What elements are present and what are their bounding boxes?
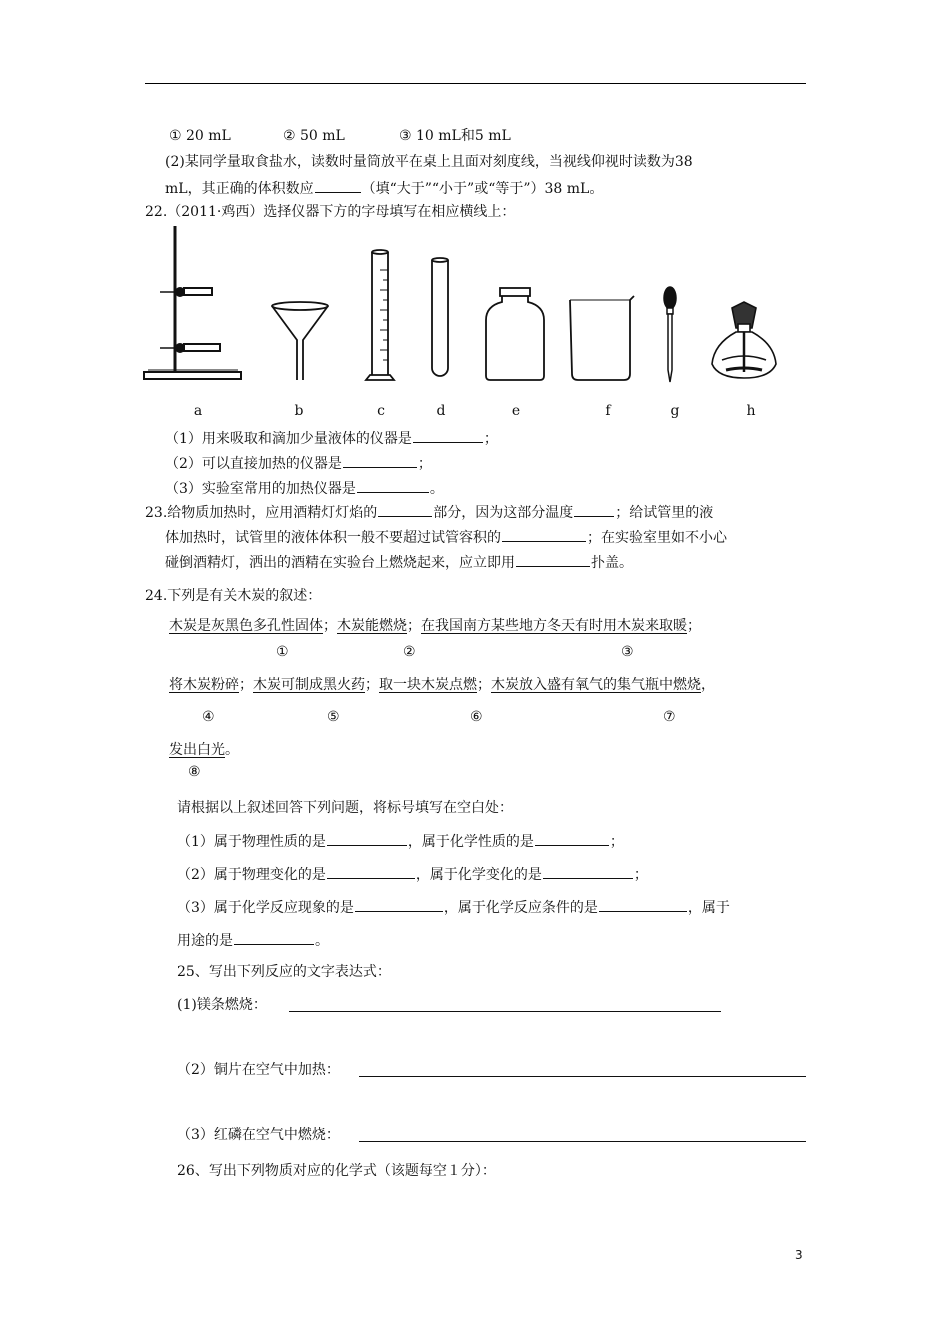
q24-text: ，属于 <box>687 900 730 916</box>
q22-text: （3）实验室常用的加热仪器是 <box>165 481 356 497</box>
q23-text: 部分，因为这部分温度 <box>433 505 574 521</box>
statement-8: 发出白光 <box>169 742 225 758</box>
separator: ； <box>323 618 337 634</box>
alcohol-lamp-icon <box>712 302 776 378</box>
marker-2: ② <box>403 644 416 660</box>
test-tube-icon <box>432 258 448 376</box>
q21-option-1: ① 20 mL <box>169 128 231 144</box>
answer-blank[interactable] <box>413 428 483 443</box>
q22-sub3 <box>165 478 444 498</box>
q24-statements-row3 <box>169 741 239 759</box>
label-a: a <box>193 403 203 419</box>
answer-line-1[interactable] <box>289 1011 721 1012</box>
q24-text: 用途的是 <box>177 933 233 949</box>
q24-part3 <box>177 897 730 917</box>
q24-part1 <box>177 831 624 851</box>
answer-blank[interactable] <box>315 178 361 193</box>
marker-6: ⑥ <box>470 709 483 725</box>
q25-title: 25、写出下列反应的文字表达式： <box>177 964 391 980</box>
separator: ； <box>365 677 379 693</box>
q21-option-2: ② 50 mL <box>283 128 345 144</box>
apparatus-illustration <box>140 220 780 390</box>
q23-text: 23.给物质加热时，应用酒精灯灯焰的 <box>145 505 378 521</box>
iron-stand-icon <box>144 226 241 379</box>
q22-text: ； <box>417 456 432 472</box>
separator: ， <box>701 677 715 693</box>
q24-text: ，属于化学反应条件的是 <box>443 900 598 916</box>
marker-3: ③ <box>621 644 634 660</box>
answer-blank[interactable] <box>378 502 432 517</box>
statement-1: 木炭是灰黑色多孔性固体 <box>169 618 323 634</box>
q23-text: ；在实验室里如不小心 <box>587 530 727 546</box>
q23-line2 <box>165 527 727 547</box>
q22-title: 22.（2011·鸡西）选择仪器下方的字母填写在相应横线上： <box>145 204 516 220</box>
separator: ； <box>239 677 253 693</box>
q23-text: 碰倒酒精灯，洒出的酒精在实验台上燃烧起来，应立即用 <box>165 555 515 571</box>
answer-blank[interactable] <box>574 502 614 517</box>
q25-reaction-2-label: （2）铜片在空气中加热： <box>177 1062 340 1078</box>
q21-text: （填“大于”“小于”或“等于”）38 mL。 <box>361 181 604 197</box>
q24-statements-row1 <box>169 617 701 635</box>
q24-text: 。 <box>315 933 329 949</box>
dropper-icon <box>664 287 676 382</box>
answer-blank[interactable] <box>543 864 633 879</box>
answer-line-2[interactable] <box>359 1076 806 1077</box>
separator: ； <box>407 618 421 634</box>
label-f: f <box>605 403 611 419</box>
answer-blank[interactable] <box>357 478 429 493</box>
label-c: c <box>377 403 385 419</box>
q25-reaction-1-label: (1)镁条燃烧： <box>177 997 267 1013</box>
marker-1: ① <box>276 644 289 660</box>
q24-text: ； <box>609 834 624 850</box>
funnel-icon <box>272 302 328 380</box>
q24-title: 24.下列是有关木炭的叙述： <box>145 588 322 604</box>
label-g: g <box>670 403 680 419</box>
separator: ； <box>477 677 491 693</box>
label-e: e <box>511 403 521 419</box>
q24-part2 <box>177 864 648 884</box>
q25-reaction-3-label: （3）红磷在空气中燃烧： <box>177 1127 340 1143</box>
q26-title: 26、写出下列物质对应的化学式（该题每空１分）： <box>177 1163 496 1179</box>
answer-blank[interactable] <box>327 864 415 879</box>
answer-blank[interactable] <box>327 831 407 846</box>
marker-4: ④ <box>202 709 215 725</box>
q23-text: 扑盖。 <box>591 555 633 571</box>
answer-blank[interactable] <box>234 930 314 945</box>
q21-text: mL，其正确的体积数应 <box>165 181 314 197</box>
statement-2: 木炭能燃烧 <box>337 618 407 634</box>
marker-8: ⑧ <box>188 764 201 780</box>
q24-text: （1）属于物理性质的是 <box>177 834 326 850</box>
q22-sub2 <box>165 453 432 473</box>
q22-text: （1）用来吸取和滴加少量液体的仪器是 <box>165 431 412 447</box>
q24-text: ，属于化学性质的是 <box>407 834 534 850</box>
q21-part2-line2 <box>165 178 603 198</box>
q22-text: ； <box>483 431 498 447</box>
q22-text: 。 <box>429 481 444 497</box>
reagent-bottle-icon <box>486 288 544 380</box>
graduated-cylinder-icon <box>366 250 394 380</box>
answer-blank[interactable] <box>599 897 687 912</box>
header-rule <box>145 83 806 84</box>
q21-option-3: ③ 10 mL和5 mL <box>399 128 511 144</box>
q24-text: ，属于化学变化的是 <box>415 867 542 883</box>
q23-text: 体加热时，试管里的液体体积一般不要超过试管容积的 <box>165 530 501 546</box>
q24-text: ； <box>633 867 648 883</box>
separator: ； <box>687 618 701 634</box>
q24-text: （3）属于化学反应现象的是 <box>177 900 354 916</box>
answer-blank[interactable] <box>355 897 443 912</box>
q24-part4 <box>177 930 329 950</box>
separator: 。 <box>225 742 239 758</box>
answer-blank[interactable] <box>535 831 609 846</box>
q24-instruction: 请根据以上叙述回答下列问题，将标号填写在空白处： <box>177 800 513 816</box>
statement-3: 在我国南方某些地方冬天有时用木炭来取暖 <box>421 618 687 634</box>
marker-7: ⑦ <box>663 709 676 725</box>
statement-5: 木炭可制成黑火药 <box>253 677 365 693</box>
q21-part2-line1: (2)某同学量取食盐水，读数时量筒放平在桌上且面对刻度线，当视线仰视时读数为38 <box>165 154 693 170</box>
q22-text: （2）可以直接加热的仪器是 <box>165 456 342 472</box>
page-number: 3 <box>795 1248 803 1262</box>
q24-text: （2）属于物理变化的是 <box>177 867 326 883</box>
q24-statements-row2 <box>169 676 715 694</box>
statement-4: 将木炭粉碎 <box>169 677 239 693</box>
statement-7: 木炭放入盛有氧气的集气瓶中燃烧 <box>491 677 701 693</box>
label-b: b <box>294 403 304 419</box>
beaker-icon <box>570 296 634 380</box>
statement-6: 取一块木炭点燃 <box>379 677 477 693</box>
q22-sub1 <box>165 428 498 448</box>
q23-line1 <box>145 502 713 522</box>
answer-line-3[interactable] <box>359 1141 806 1142</box>
answer-blank[interactable] <box>502 527 586 542</box>
label-h: h <box>746 403 756 419</box>
marker-5: ⑤ <box>327 709 340 725</box>
answer-blank[interactable] <box>343 453 417 468</box>
q23-text: ；给试管里的液 <box>615 505 714 521</box>
answer-blank[interactable] <box>516 552 590 567</box>
q23-line3 <box>165 552 633 572</box>
label-d: d <box>436 403 446 419</box>
